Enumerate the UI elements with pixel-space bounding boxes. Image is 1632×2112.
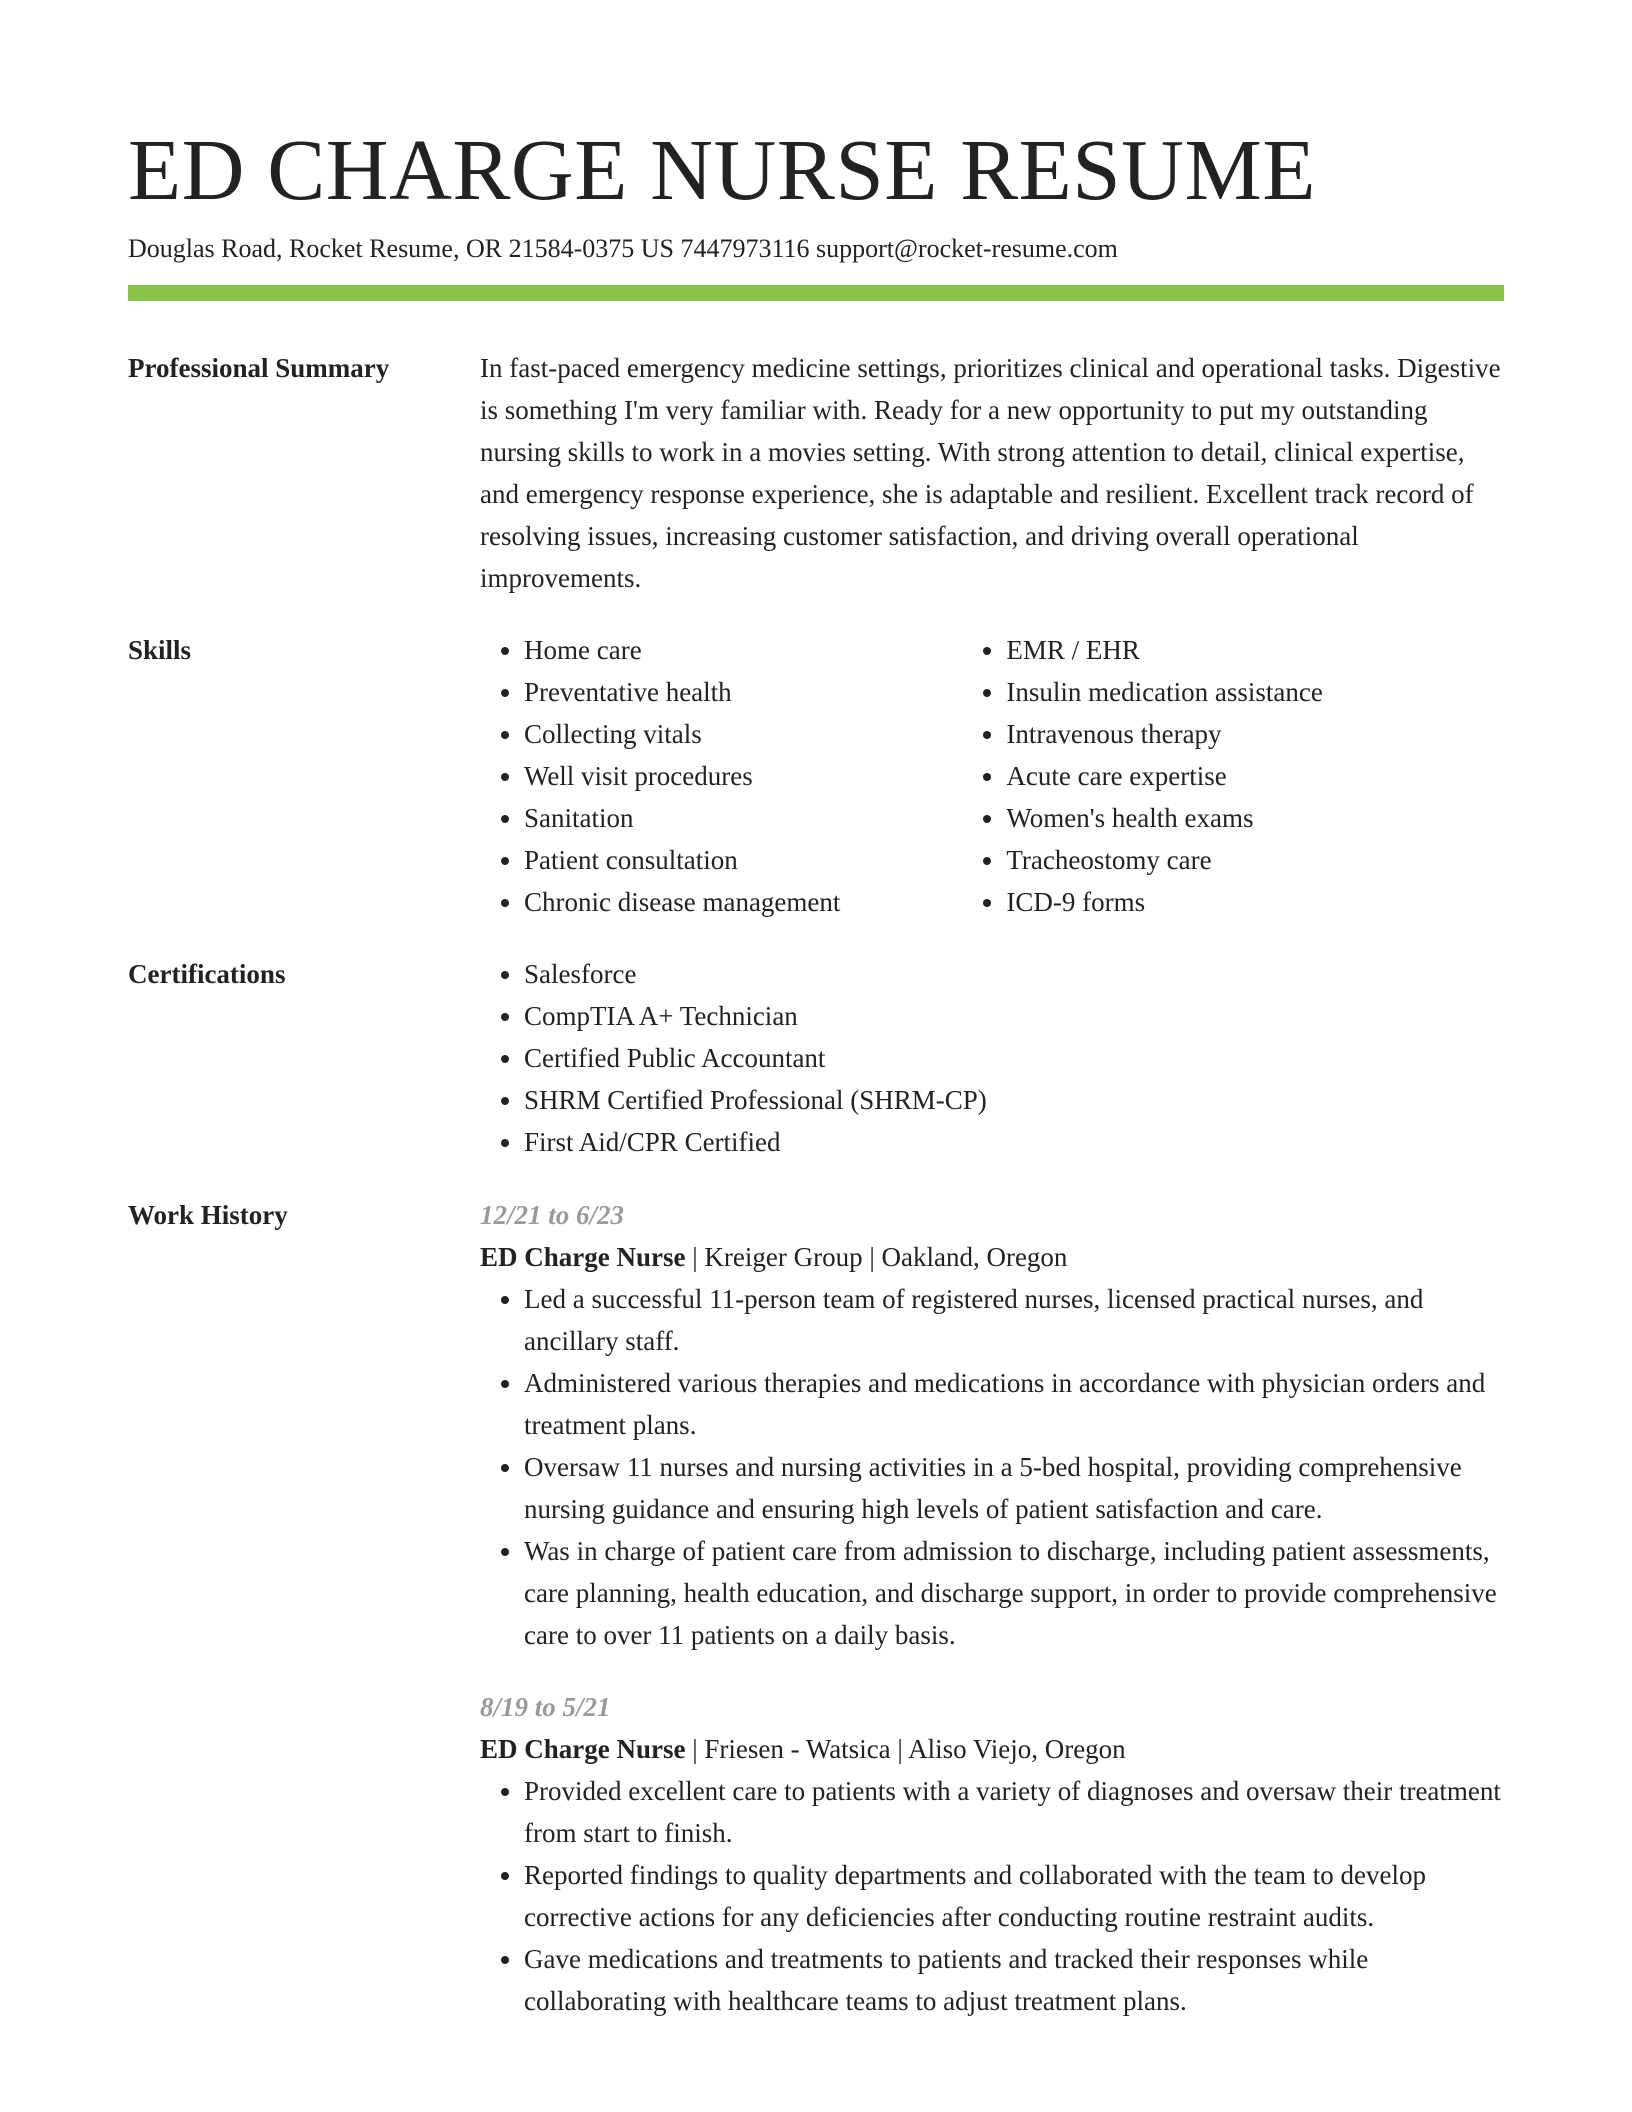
certifications-label: Certifications bbox=[128, 959, 286, 989]
job-employer-location: | Friesen - Watsica | Aliso Viejo, Oregon bbox=[685, 1734, 1126, 1764]
list-item: • ICD-9 forms bbox=[1006, 881, 1504, 923]
list-item: • SHRM Certified Professional (SHRM-CP) bbox=[524, 1079, 1504, 1121]
list-item: • Women's health exams bbox=[1006, 797, 1504, 839]
list-item: • Preventative health bbox=[524, 671, 962, 713]
list-item: • Oversaw 11 nurses and nursing activities in a 5-bed hospital, providing comprehensive nursing guidance and ensuring high levels of patient satisfaction and care. bbox=[524, 1446, 1504, 1530]
skills-body bbox=[480, 629, 1504, 923]
list-item: • Certified Public Accountant bbox=[524, 1037, 1504, 1079]
list-item: • Patient consultation bbox=[524, 839, 962, 881]
list-item: • EMR / EHR bbox=[1006, 629, 1504, 671]
skills-list-right bbox=[962, 629, 1504, 923]
summary-text: In fast-paced emergency medicine settings, prioritizes clinical and operational tasks. Digestive is something I'm very familiar with. Ready for a new opportunity to put my outstanding nursing skills to work in a movies setting. With strong attention to detail, clinical expertise, and emergency response experience, she is adaptable and resilient. Excellent track record of resolving issues, increasing customer satisfaction, and driving overall operational improvements. bbox=[480, 353, 1501, 593]
job-title: ED Charge Nurse bbox=[480, 1242, 686, 1272]
list-item: • Led a successful 11-person team of registered nurses, licensed practical nurses, and ancillary staff. bbox=[524, 1278, 1504, 1362]
list-item: • Was in charge of patient care from admission to discharge, including patient assessments, care planning, health education, and discharge support, in order to provide comprehensive care to over 11 patients on a daily basis. bbox=[524, 1530, 1504, 1656]
summary-label: Professional Summary bbox=[128, 353, 390, 383]
job-entry bbox=[480, 1194, 1504, 1656]
list-item: • Chronic disease management bbox=[524, 881, 962, 923]
list-item: • Insulin medication assistance bbox=[1006, 671, 1504, 713]
list-item: • Acute care expertise bbox=[1006, 755, 1504, 797]
list-item: • Sanitation bbox=[524, 797, 962, 839]
list-item: • Administered various therapies and medications in accordance with physician orders and treatment plans. bbox=[524, 1362, 1504, 1446]
list-item: • Intravenous therapy bbox=[1006, 713, 1504, 755]
job-entry bbox=[480, 1686, 1504, 2022]
list-item: • Well visit procedures bbox=[524, 755, 962, 797]
contact-line: Douglas Road, Rocket Resume, OR 21584-0375 US 7447973116 support@rocket-resume.com bbox=[128, 234, 1118, 263]
accent-divider bbox=[128, 285, 1504, 301]
list-item: • CompTIA A+ Technician bbox=[524, 995, 1504, 1037]
list-item: • Gave medications and treatments to patients and tracked their responses while collaborating with healthcare teams to adjust treatment plans. bbox=[524, 1938, 1504, 2022]
certifications-body bbox=[480, 953, 1504, 1163]
job-bullets bbox=[480, 1770, 1504, 2022]
resume-title: ED CHARGE NURSE RESUME bbox=[128, 121, 1317, 218]
list-item: • Tracheostomy care bbox=[1006, 839, 1504, 881]
list-item: • Salesforce bbox=[524, 953, 1504, 995]
list-item: • First Aid/CPR Certified bbox=[524, 1121, 1504, 1163]
job-heading bbox=[480, 1236, 1504, 1278]
job-employer-location: | Kreiger Group | Oakland, Oregon bbox=[685, 1242, 1068, 1272]
job-heading bbox=[480, 1728, 1504, 1770]
certifications-list bbox=[480, 953, 1504, 1163]
list-item: • Provided excellent care to patients with a variety of diagnoses and oversaw their treatment from start to finish. bbox=[524, 1770, 1504, 1854]
job-bullets bbox=[480, 1278, 1504, 1656]
list-item: • Collecting vitals bbox=[524, 713, 962, 755]
job-title: ED Charge Nurse bbox=[480, 1734, 686, 1764]
list-item: • Home care bbox=[524, 629, 962, 671]
summary-body bbox=[480, 347, 1504, 599]
work-history-body bbox=[480, 1194, 1504, 2022]
list-item: • Reported findings to quality departments and collaborated with the team to develop corrective actions for any deficiencies after conducting routine restraint audits. bbox=[524, 1854, 1504, 1938]
job-dates: 12/21 to 6/23 bbox=[480, 1200, 625, 1230]
work-history-label: Work History bbox=[128, 1200, 288, 1230]
skills-label: Skills bbox=[128, 635, 192, 665]
job-dates: 8/19 to 5/21 bbox=[480, 1692, 611, 1722]
skills-list-left bbox=[480, 629, 962, 923]
